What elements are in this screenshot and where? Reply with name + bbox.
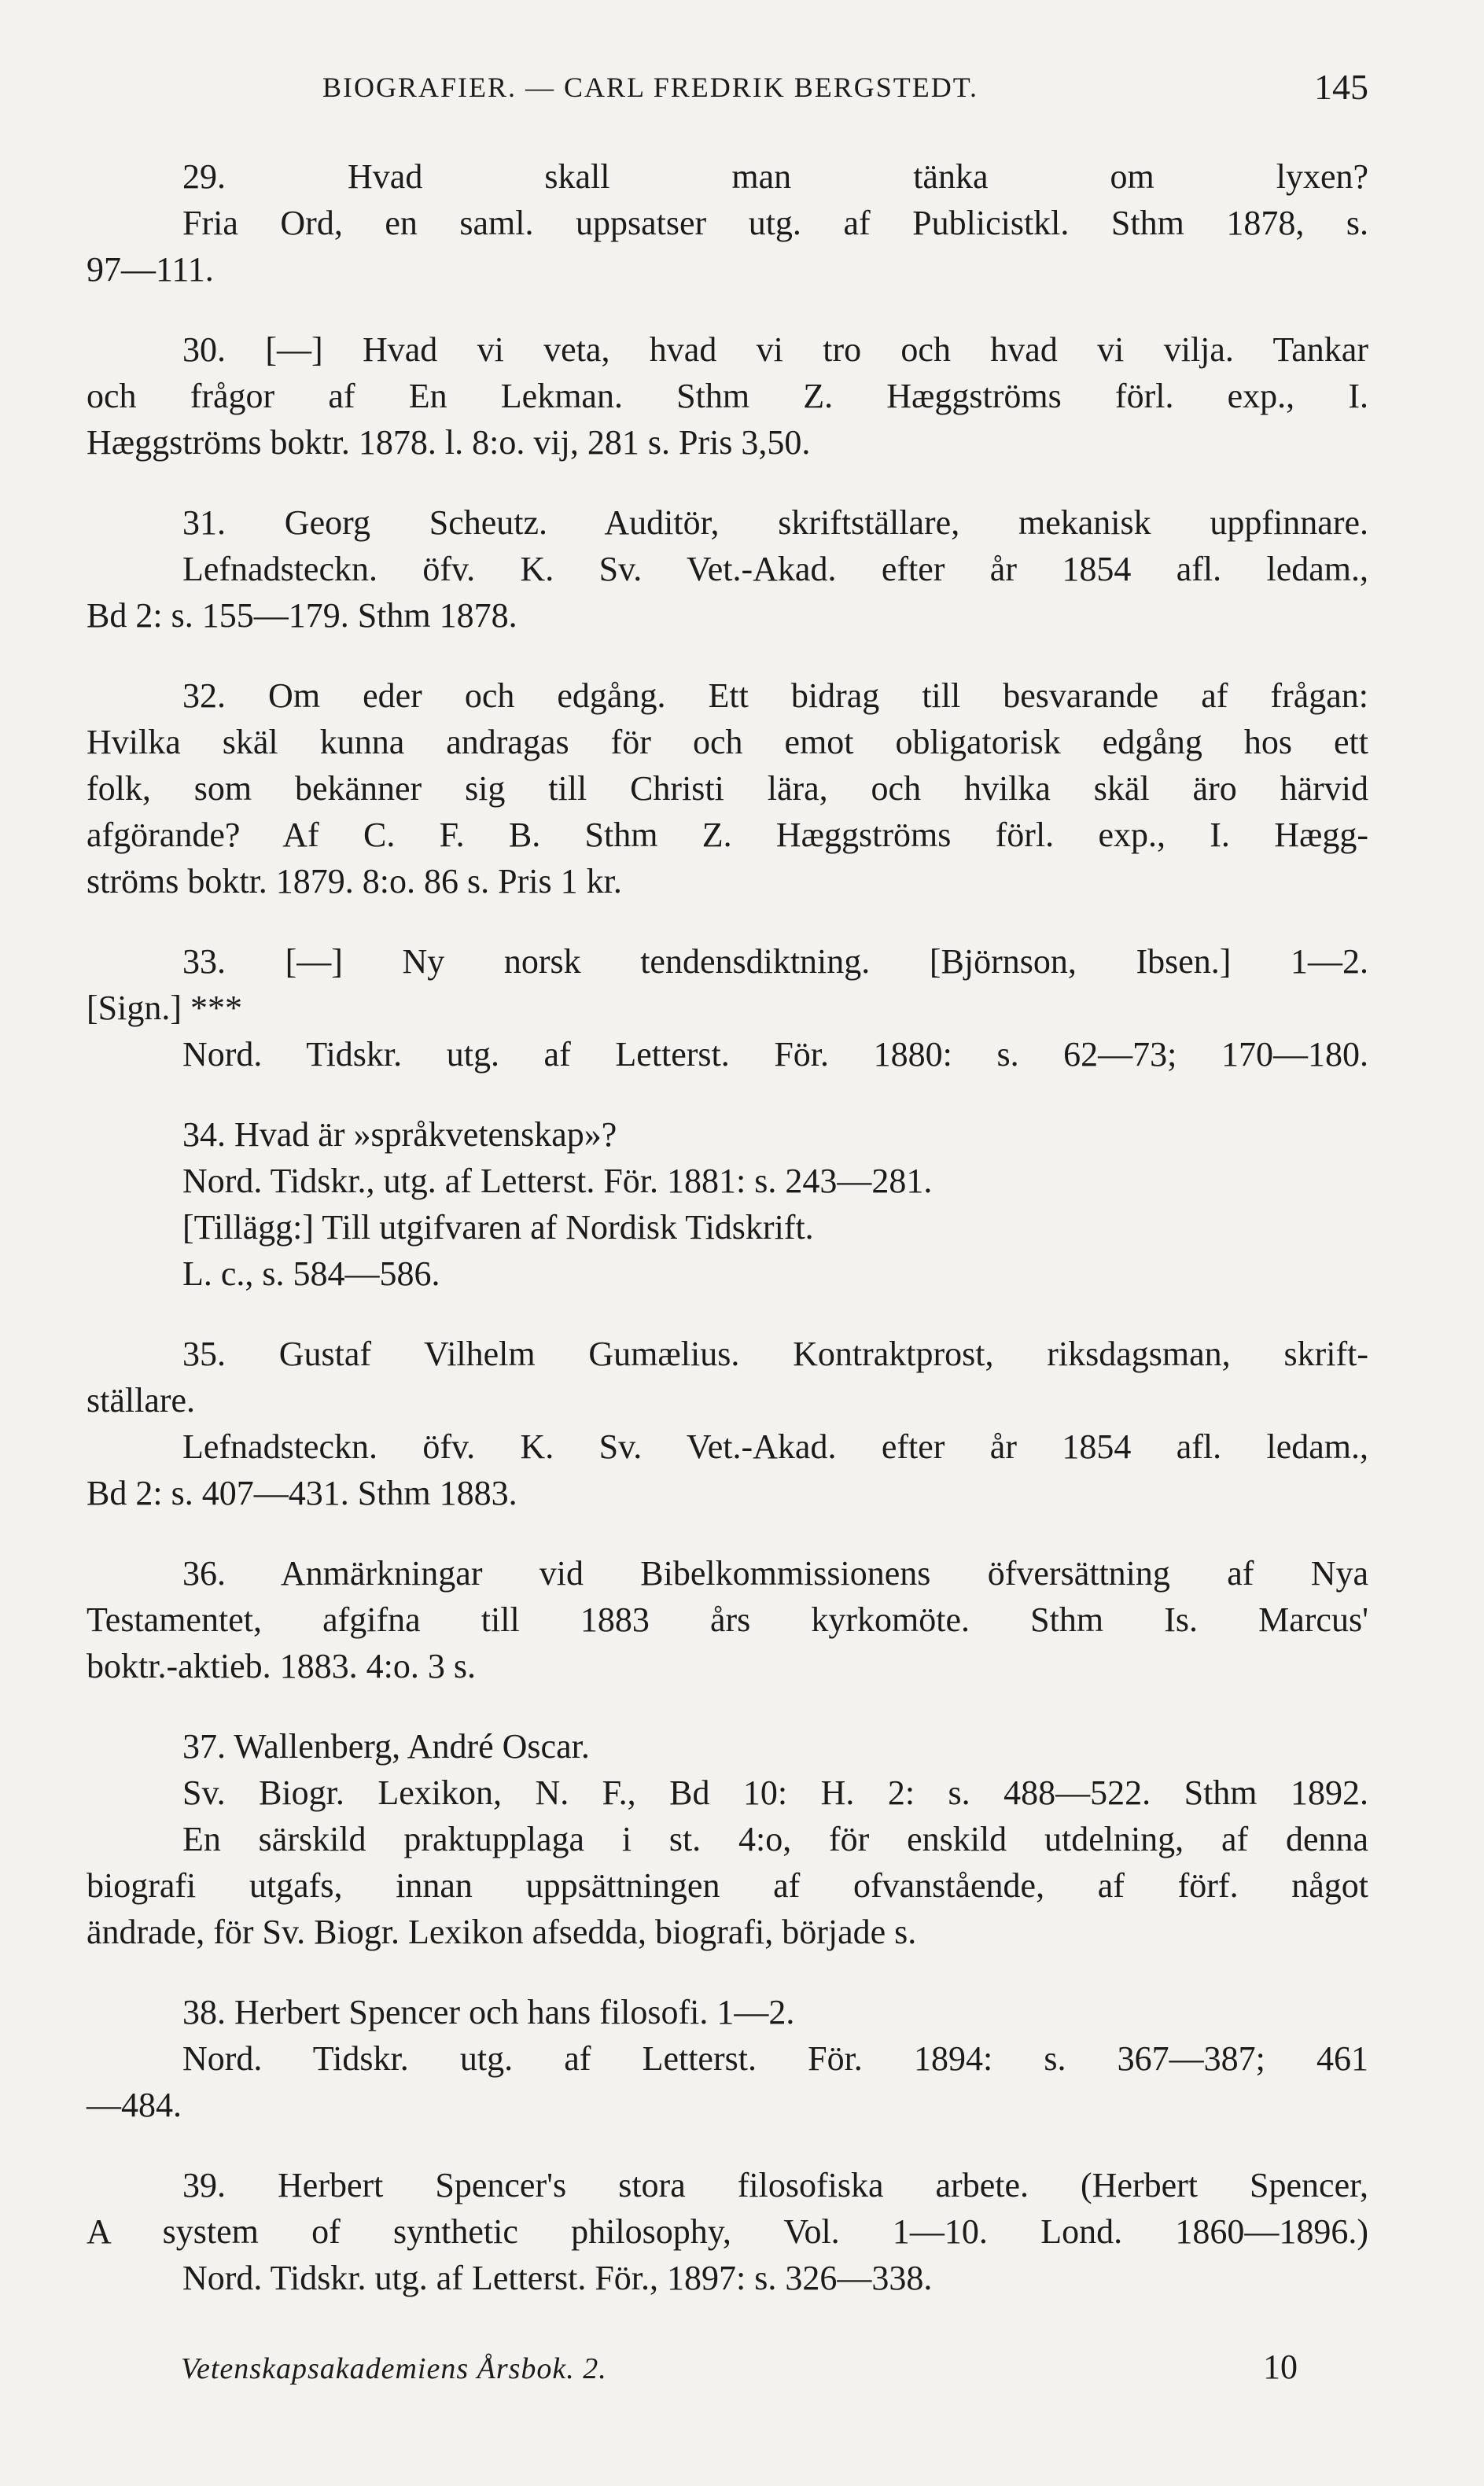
entry-line: Bd 2: s. 155—179. Sthm 1878. — [87, 596, 517, 635]
entry-line: —484. — [87, 2086, 182, 2124]
entry-line: Lefnadsteckn. öfv. K. Sv. Vet.-Akad. efter år 1854 afl. ledam., — [182, 1427, 1368, 1466]
entry-line: En särskild praktupplaga i st. 4:o, för enskild utdelning, af denna — [182, 1820, 1368, 1858]
entry-37 — [87, 1723, 1368, 1955]
entry-34 — [87, 1111, 1368, 1297]
entry-line: 33. [—] Ny norsk tendensdiktning. [Björnson, Ibsen.] 1—2. — [182, 942, 1368, 981]
entry-line: 37. Wallenberg, André Oscar. — [182, 1727, 590, 1766]
entry-line: och frågor af En Lekman. Sthm Z. Hæggströms förl. exp., I. — [87, 377, 1368, 415]
entry-line: Nord. Tidskr., utg. af Letterst. För. 1881: s. 243—281. — [182, 1162, 933, 1200]
entry-line: 34. Hvad är »språkvetenskap»? — [182, 1115, 617, 1154]
entry-line: 32. Om eder och edgång. Ett bidrag till besvarande af frågan: — [182, 676, 1368, 715]
entry-line: L. c., s. 584—586. — [182, 1254, 440, 1293]
entry-line: afgörande? Af C. F. B. Sthm Z. Hæggströms förl. exp., I. Hægg- — [87, 816, 1368, 854]
entry-38 — [87, 1989, 1368, 2128]
entry-line: 38. Herbert Spencer och hans filosofi. 1—2. — [182, 1993, 795, 2031]
entry-line: Testamentet, afgifna till 1883 års kyrkomöte. Sthm Is. Marcus' — [87, 1600, 1368, 1639]
entry-line: ändrade, för Sv. Biogr. Lexikon afsedda, biografi, började s. — [87, 1913, 917, 1951]
entry-line: ställare. — [87, 1381, 196, 1420]
page-number: 145 — [1314, 67, 1368, 107]
entry-31 — [87, 499, 1368, 639]
entry-line: [Sign.] *** — [87, 989, 242, 1027]
entry-line: Nord. Tidskr. utg. af Letterst. För. 1894: s. 367—387; 461 — [182, 2039, 1368, 2078]
entry-line: Bd 2: s. 407—431. Sthm 1883. — [87, 1474, 517, 1512]
entry-line: 30. [—] Hvad vi veta, hvad vi tro och hvad vi vilja. Tankar — [182, 330, 1368, 369]
entry-line: ströms boktr. 1879. 8:o. 86 s. Pris 1 kr. — [87, 862, 622, 900]
sheet-number: 10 — [1263, 2348, 1298, 2386]
entry-line: 35. Gustaf Vilhelm Gumælius. Kontraktprost, riksdagsman, skrift- — [182, 1335, 1368, 1373]
running-header — [322, 67, 1368, 126]
entry-32 — [87, 672, 1368, 904]
entry-line: biografi utgafs, innan uppsättningen af ofvanstående, af förf. något — [87, 1866, 1368, 1905]
entry-line: boktr.-aktieb. 1883. 4:o. 3 s. — [87, 1647, 476, 1685]
entry-line: 31. Georg Scheutz. Auditör, skriftställare, mekanisk uppfinnare. — [182, 503, 1368, 542]
entry-line: Hæggströms boktr. 1878. l. 8:o. vij, 281 s. Pris 3,50. — [87, 423, 811, 462]
entry-35 — [87, 1331, 1368, 1516]
entry-line: [Tillägg:] Till utgifvaren af Nordisk Tidskrift. — [182, 1208, 814, 1247]
entry-33 — [87, 938, 1368, 1077]
entry-line: Hvilka skäl kunna andragas för och emot obligatorisk edgång hos ett — [87, 723, 1368, 761]
entry-29 — [87, 153, 1368, 293]
entry-line: folk, som bekänner sig till Christi lära, och hvilka skäl äro härvid — [87, 769, 1368, 808]
entry-line: Nord. Tidskr. utg. af Letterst. För., 1897: s. 326—338. — [182, 2259, 933, 2297]
entry-30 — [87, 326, 1368, 466]
entry-line: 97—111. — [87, 250, 214, 289]
entry-line: Nord. Tidskr. utg. af Letterst. För. 1880: s. 62—73; 170—180. — [182, 1035, 1368, 1074]
entry-line: 39. Herbert Spencer's stora filosofiska arbete. (Herbert Spencer, — [182, 2166, 1368, 2204]
entry-line: A system of synthetic philosophy, Vol. 1—10. Lond. 1860—1896.) — [87, 2212, 1368, 2251]
entry-line: 29. Hvad skall man tänka om lyxen? — [182, 157, 1368, 196]
entry-39 — [87, 2162, 1368, 2301]
signature-mark: Vetenskapsakademiens Årsbok. 2. — [181, 2352, 607, 2385]
entry-line: Sv. Biogr. Lexikon, N. F., Bd 10: H. 2: s. 488—522. Sthm 1892. — [182, 1773, 1368, 1812]
entry-line: 36. Anmärkningar vid Bibelkommissionens öfversättning af Nya — [182, 1554, 1368, 1593]
page-footer — [181, 2348, 1298, 2399]
entry-line: Lefnadsteckn. öfv. K. Sv. Vet.-Akad. efter år 1854 afl. ledam., — [182, 550, 1368, 588]
header-title: BIOGRAFIER. — CARL FREDRIK BERGSTEDT. — [322, 72, 979, 103]
entry-36 — [87, 1550, 1368, 1689]
bibliography-list — [87, 153, 1368, 2335]
entry-line: Fria Ord, en saml. uppsatser utg. af Publicistkl. Sthm 1878, s. — [182, 204, 1368, 242]
